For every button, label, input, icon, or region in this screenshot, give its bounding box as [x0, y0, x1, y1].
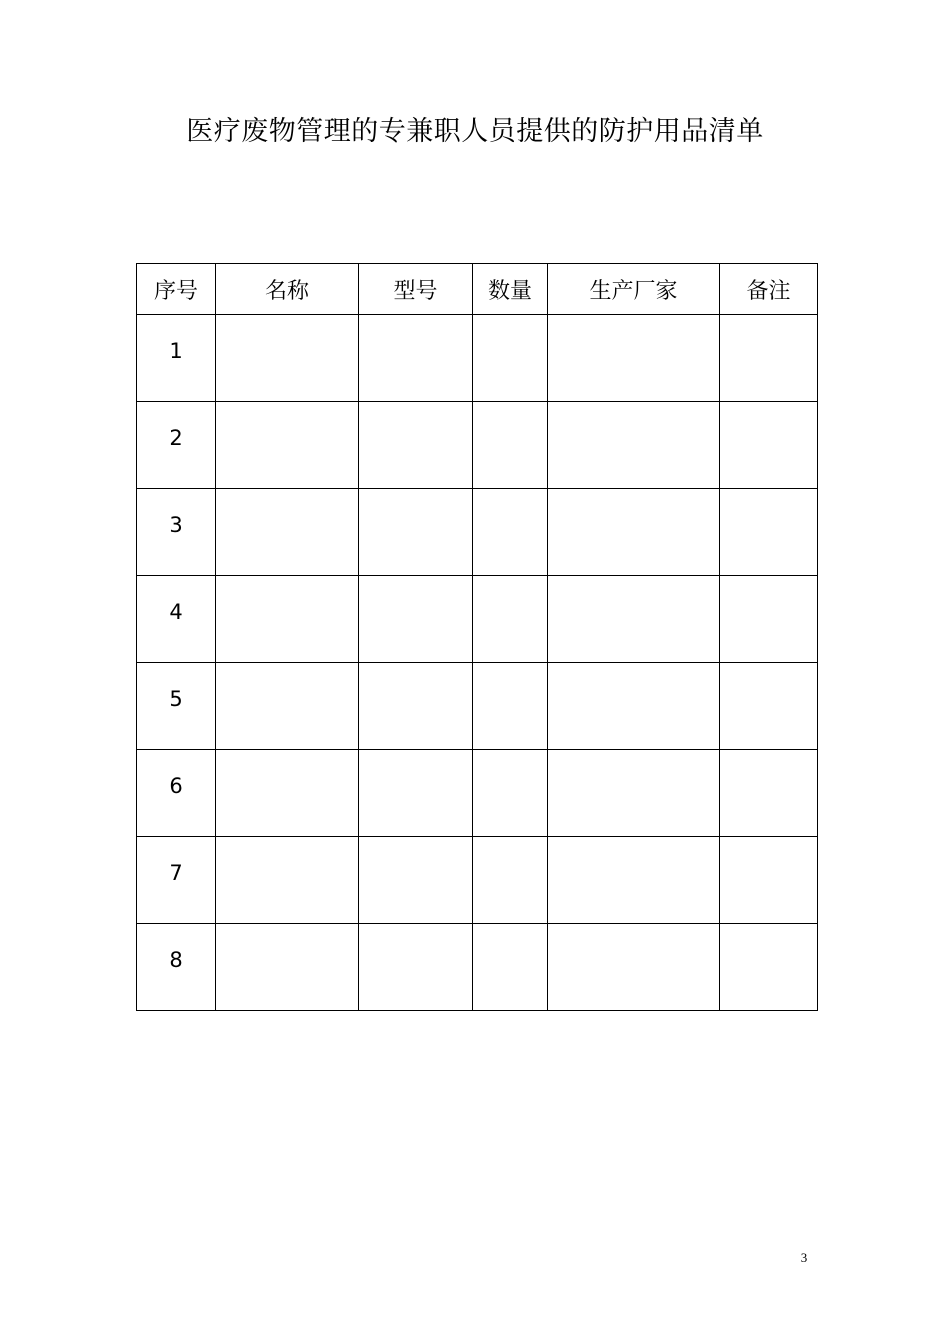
cell-model [359, 750, 473, 837]
table-row [137, 489, 818, 576]
cell-name [216, 924, 359, 1011]
cell-quantity [473, 489, 548, 576]
header-manufacturer: 生产厂家 [548, 264, 720, 315]
cell-manufacturer [548, 837, 720, 924]
table-row [137, 663, 818, 750]
cell-quantity [473, 315, 548, 402]
cell-model [359, 837, 473, 924]
header-serial-number: 序号 [137, 264, 216, 315]
cell-remarks [720, 750, 818, 837]
table-row [137, 402, 818, 489]
row-serial-number: 4 [137, 576, 216, 663]
cell-model [359, 663, 473, 750]
cell-name [216, 315, 359, 402]
cell-manufacturer [548, 489, 720, 576]
cell-remarks [720, 837, 818, 924]
cell-quantity [473, 402, 548, 489]
protective-equipment-table [136, 263, 818, 1011]
table-row [137, 576, 818, 663]
header-remarks: 备注 [720, 264, 818, 315]
cell-quantity [473, 663, 548, 750]
cell-model [359, 924, 473, 1011]
cell-remarks [720, 663, 818, 750]
cell-model [359, 315, 473, 402]
cell-remarks [720, 402, 818, 489]
table-row [137, 837, 818, 924]
cell-model [359, 489, 473, 576]
row-serial-number: 5 [137, 663, 216, 750]
cell-manufacturer [548, 576, 720, 663]
table-header-row [137, 264, 818, 315]
cell-name [216, 837, 359, 924]
header-quantity: 数量 [473, 264, 548, 315]
cell-name [216, 750, 359, 837]
cell-manufacturer [548, 750, 720, 837]
row-serial-number: 7 [137, 837, 216, 924]
cell-model [359, 576, 473, 663]
cell-name [216, 663, 359, 750]
cell-model [359, 402, 473, 489]
page-title: 医疗废物管理的专兼职人员提供的防护用品清单 [186, 116, 764, 147]
row-serial-number: 8 [137, 924, 216, 1011]
cell-remarks [720, 576, 818, 663]
row-serial-number: 2 [137, 402, 216, 489]
cell-name [216, 489, 359, 576]
cell-name [216, 576, 359, 663]
cell-name [216, 402, 359, 489]
table-row [137, 924, 818, 1011]
row-serial-number: 6 [137, 750, 216, 837]
header-model: 型号 [359, 264, 473, 315]
cell-manufacturer [548, 402, 720, 489]
page-number: 3 [800, 1250, 808, 1265]
table-row [137, 315, 818, 402]
cell-manufacturer [548, 663, 720, 750]
cell-quantity [473, 924, 548, 1011]
cell-remarks [720, 924, 818, 1011]
cell-remarks [720, 489, 818, 576]
cell-remarks [720, 315, 818, 402]
cell-manufacturer [548, 924, 720, 1011]
header-name: 名称 [216, 264, 359, 315]
cell-quantity [473, 576, 548, 663]
table-row [137, 750, 818, 837]
row-serial-number: 3 [137, 489, 216, 576]
cell-quantity [473, 750, 548, 837]
cell-manufacturer [548, 315, 720, 402]
row-serial-number: 1 [137, 315, 216, 402]
cell-quantity [473, 837, 548, 924]
